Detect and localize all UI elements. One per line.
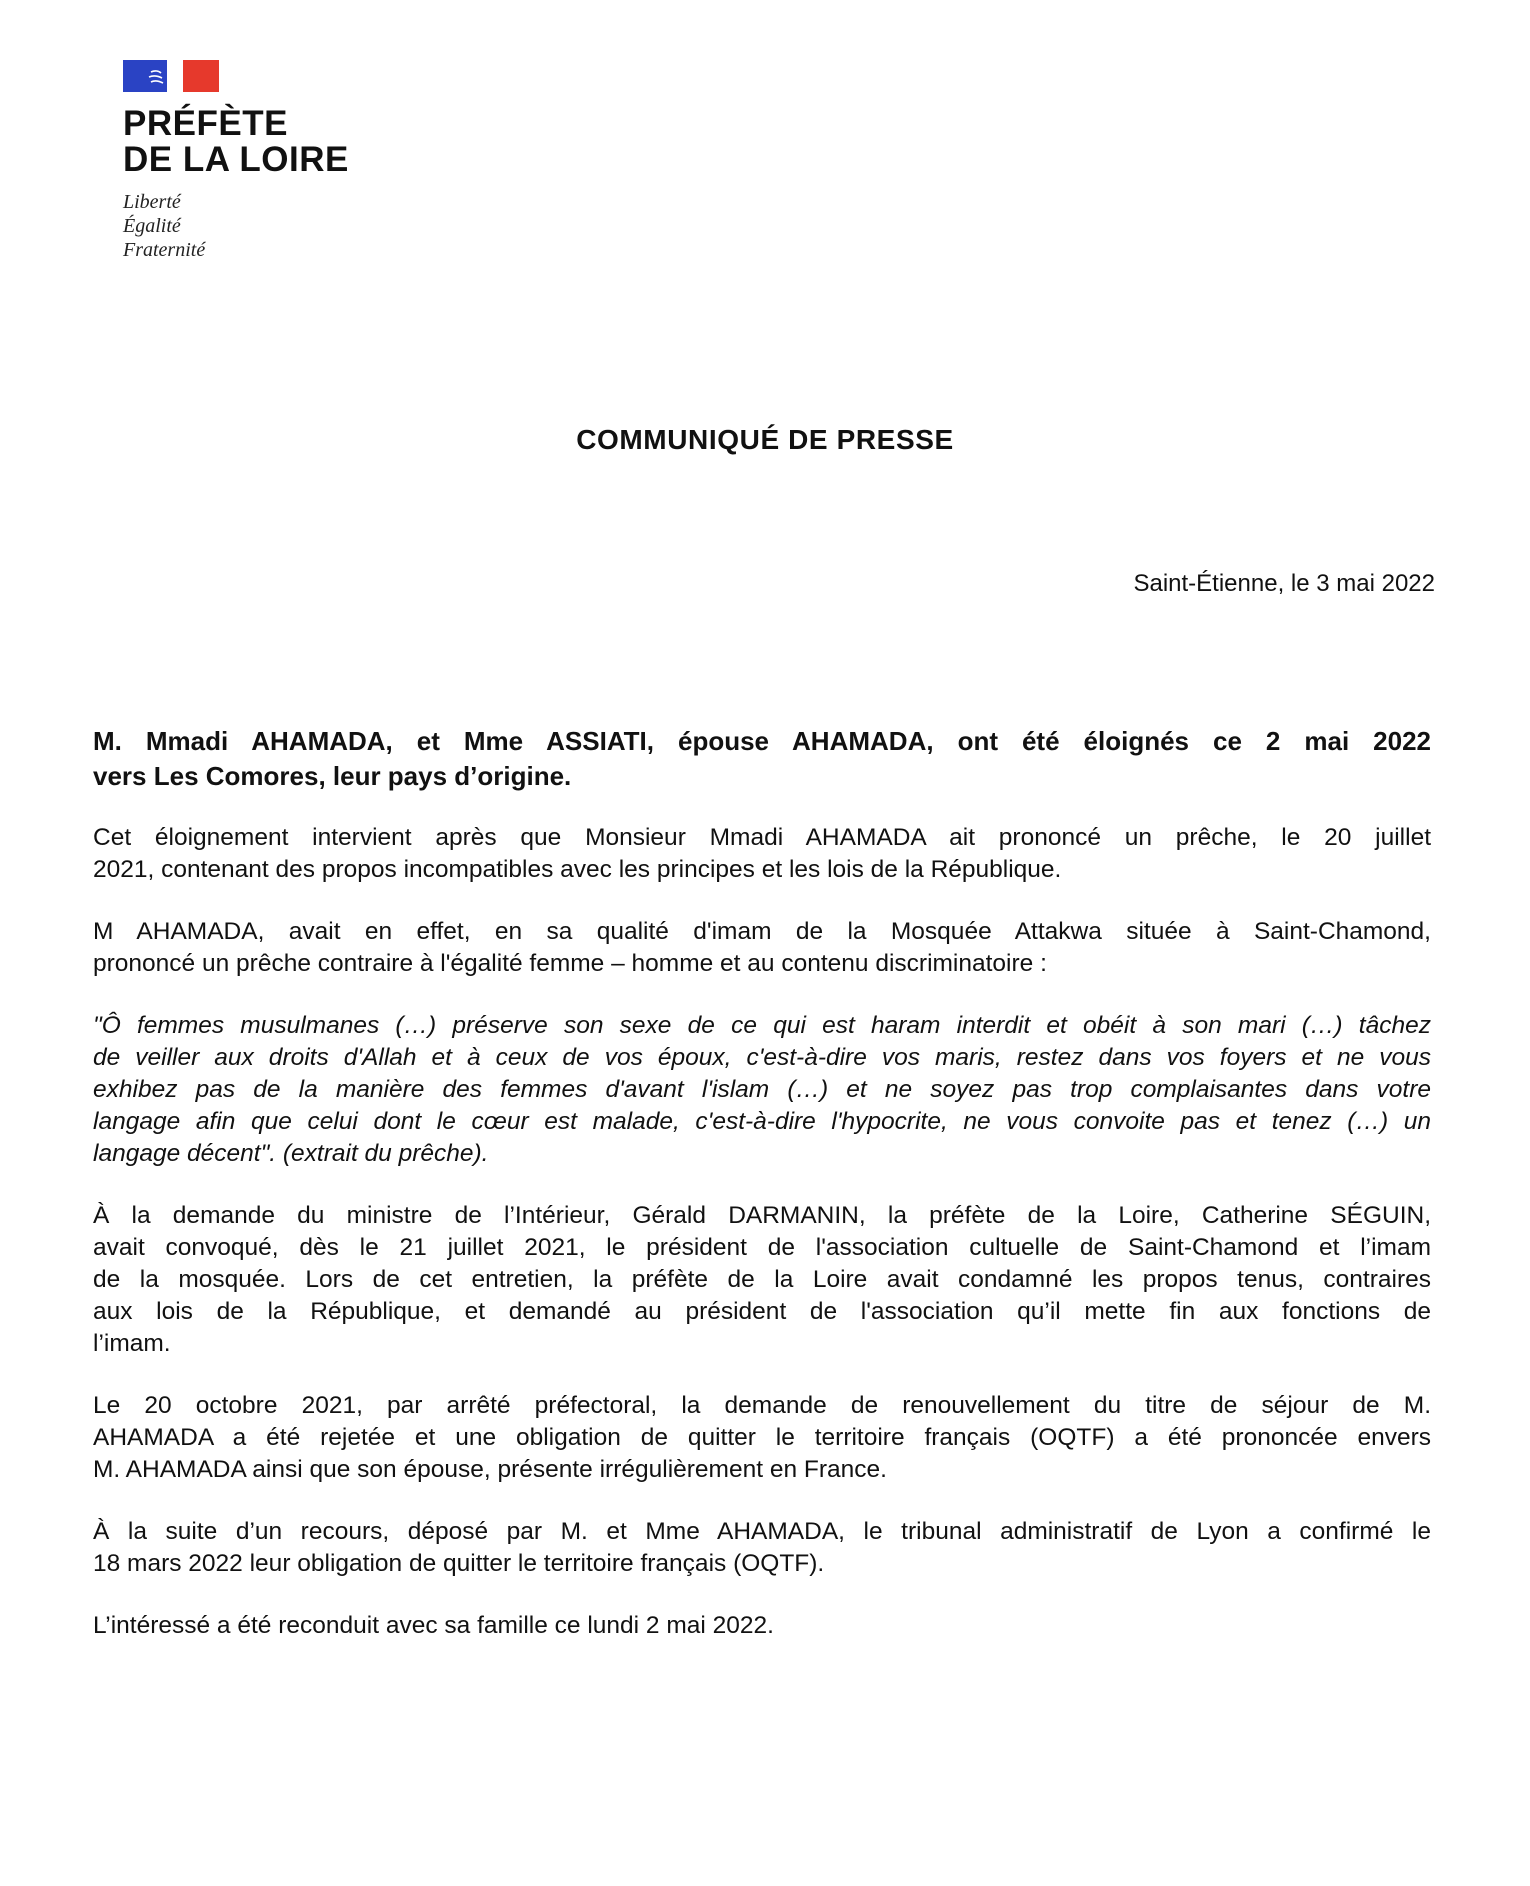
prefecture-name-line: DE LA LOIRE — [123, 140, 349, 179]
press-release-heading — [93, 724, 1431, 794]
marianne-profile-icon — [145, 60, 185, 92]
heading-line: M. Mmadi AHAMADA, et Mme ASSIATI, épouse AHAMADA, ont été éloignés ce 2 mai 2022 — [93, 726, 1431, 756]
paragraph-line: AHAMADA a été rejetée et une obligation de quitter le territoire français (OQTF) a été prononcée envers — [93, 1424, 1431, 1451]
motto-line: Fraternité — [123, 239, 206, 261]
paragraphs — [93, 822, 1431, 1642]
paragraph-line: 18 mars 2022 leur obligation de quitter le territoire français (OQTF). — [93, 1550, 825, 1577]
quote-paragraph — [93, 1010, 1431, 1170]
body-paragraph — [93, 1610, 1431, 1642]
document-title: COMMUNIQUÉ DE PRESSE — [576, 424, 954, 455]
motto-line: Liberté — [123, 191, 181, 213]
prefecture-logo — [123, 60, 383, 262]
paragraph-line: de la mosquée. Lors de cet entretien, la préfète de la Loire avait condamné les propos tenus, contraires — [93, 1266, 1431, 1293]
paragraph-line: aux lois de la République, et demandé au président de l'association qu’il mette fin aux fonctions de — [93, 1298, 1431, 1325]
body-paragraph — [93, 916, 1431, 980]
prefecture-name — [123, 106, 383, 178]
republic-motto — [123, 190, 383, 262]
place-and-date: Saint-Étienne, le 3 mai 2022 — [1133, 570, 1435, 597]
motto-line: Égalité — [123, 215, 181, 237]
paragraph-line: langage afin que celui dont le cœur est malade, c'est-à-dire l'hypocrite, ne vous convoite pas et tenez (…) un — [93, 1108, 1431, 1135]
paragraph-line: M. AHAMADA ainsi que son épouse, présente irrégulièrement en France. — [93, 1456, 887, 1483]
paragraph-line: À la demande du ministre de l’Intérieur, Gérald DARMANIN, la préfète de la Loire, Catherine SÉGUIN, — [93, 1202, 1431, 1229]
body-paragraph — [93, 1200, 1431, 1360]
paragraph-line: M AHAMADA, avait en effet, en sa qualité d'imam de la Mosquée Attakwa située à Saint-Chamond, — [93, 918, 1431, 945]
paragraph-line: L’intéressé a été reconduit avec sa famille ce lundi 2 mai 2022. — [93, 1612, 774, 1639]
paragraph-line: À la suite d’un recours, déposé par M. et Mme AHAMADA, le tribunal administratif de Lyon a confirmé le — [93, 1518, 1431, 1545]
paragraph-line: Cet éloignement intervient après que Monsieur Mmadi AHAMADA ait prononcé un prêche, le 20 juillet — [93, 824, 1431, 851]
paragraph-line: exhibez pas de la manière des femmes d'avant l'islam (…) et ne soyez pas trop complaisantes dans votre — [93, 1076, 1431, 1103]
body-paragraph — [93, 1516, 1431, 1580]
paragraph-line: langage décent". (extrait du prêche). — [93, 1140, 489, 1167]
paragraph-line: de veiller aux droits d'Allah et à ceux de vos époux, c'est-à-dire vos maris, restez dans vos foyers et ne vous — [93, 1044, 1431, 1071]
paragraph-line: prononcé un prêche contraire à l'égalité femme – homme et au contenu discriminatoire : — [93, 950, 1047, 977]
paragraph-line: 2021, contenant des propos incompatibles avec les principes et les lois de la République. — [93, 856, 1062, 883]
body-paragraph — [93, 1390, 1431, 1486]
document-body — [93, 724, 1431, 1672]
paragraph-line: Le 20 octobre 2021, par arrêté préfectoral, la demande de renouvellement du titre de séjour de M. — [93, 1392, 1431, 1419]
prefecture-name-line: PRÉFÈTE — [123, 104, 288, 143]
marianne-flag-icon — [123, 60, 219, 92]
heading-line: vers Les Comores, leur pays d’origine. — [93, 761, 572, 791]
paragraph-line: avait convoqué, dès le 21 juillet 2021, le président de l'association cultuelle de Saint-Chamond et l’imam — [93, 1234, 1431, 1261]
paragraph-line: "Ô femmes musulmanes (…) préserve son sexe de ce qui est haram interdit et obéit à son mari (…) tâchez — [93, 1012, 1431, 1039]
paragraph-line: l’imam. — [93, 1330, 171, 1357]
body-paragraph — [93, 822, 1431, 886]
flag-red-band — [183, 60, 219, 92]
